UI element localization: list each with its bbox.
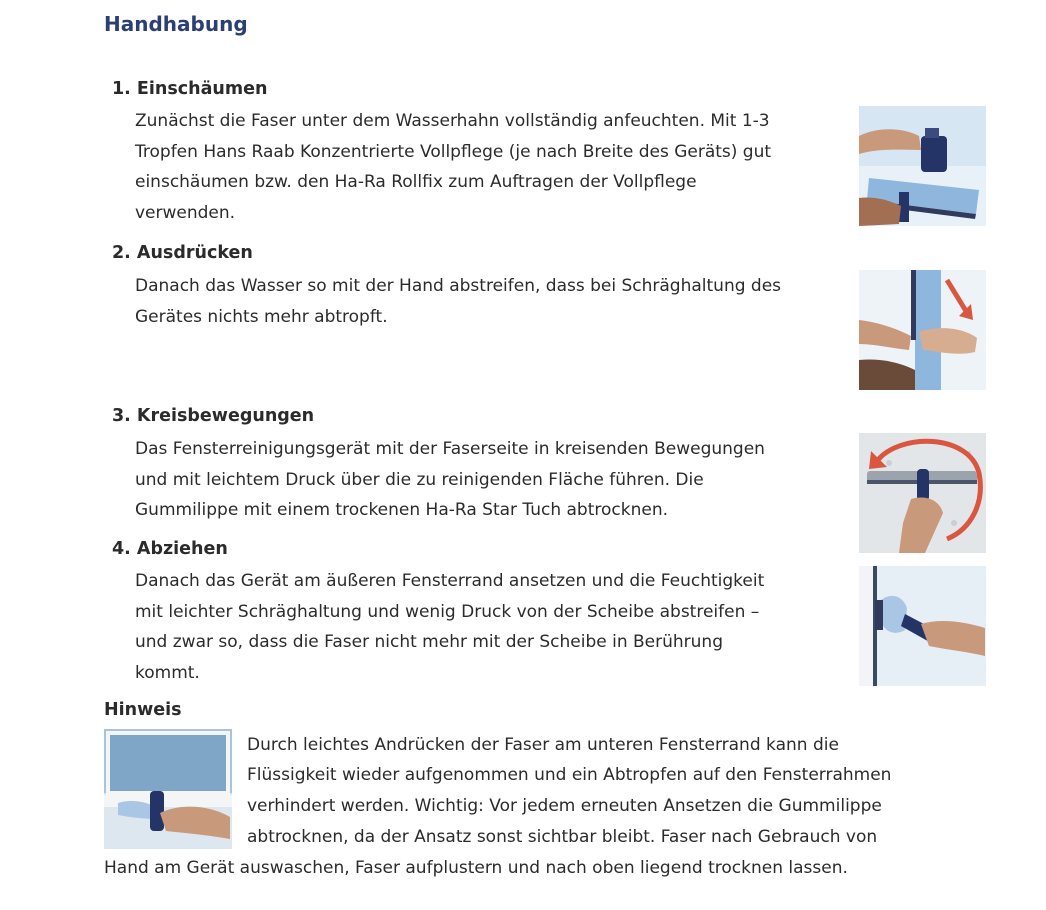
- hint-line: abtrocknen, da der Ansatz sonst sichtbar bleibt. Faser nach Gebrauch von: [247, 827, 878, 847]
- step-4-photo-squeegee: [859, 566, 986, 686]
- hint-line: verhindert werden. Wichtig: Vor jedem erneuten Ansetzen die Gummilippe: [247, 796, 882, 816]
- step-2-photo-squeezing: [859, 270, 986, 390]
- step-1-heading: [112, 79, 267, 99]
- step-3-line: Gummilippe mit einem trockenen Ha-Ra Star Tuch abtrocknen.: [135, 500, 669, 520]
- step-4-line: und zwar so, dass die Faser nicht mehr mit der Scheibe in Berührung: [135, 632, 724, 652]
- step-2-number: 2.: [112, 243, 131, 263]
- step-4-title: Abziehen: [136, 539, 228, 559]
- step-4-number: 4.: [112, 539, 131, 559]
- step-2-title: Ausdrücken: [136, 243, 253, 263]
- step-4-heading: [112, 539, 228, 559]
- step-2-heading: [112, 243, 253, 263]
- step-1-photo-foaming: [859, 106, 986, 226]
- step-3-heading: [112, 406, 314, 426]
- step-1-title: Einschäumen: [136, 79, 268, 99]
- step-1-line: verwenden.: [135, 202, 236, 223]
- step-1-line: einschäumen bzw. den Ha-Ra Rollfix zum Auftragen der Vollpflege: [135, 172, 697, 192]
- step-4-line: kommt.: [135, 662, 200, 683]
- step-3-line: Das Fensterreinigungsgerät mit der Faserseite in kreisenden Bewegungen: [135, 439, 765, 459]
- step-1-number: 1.: [112, 79, 131, 99]
- hint-line: Flüssigkeit wieder aufgenommen und ein Abtropfen auf den Fensterrahmen: [247, 765, 892, 785]
- step-4-body: [135, 566, 764, 688]
- step-1-line: Zunächst die Faser unter dem Wasserhahn vollständig anfeuchten. Mit 1-3: [135, 111, 770, 131]
- step-3-title: Kreisbewegungen: [136, 406, 315, 426]
- hint-line: Hand am Gerät auswaschen, Faser aufplustern und nach oben liegend trocknen lassen.: [104, 858, 848, 878]
- step-2-body: [135, 271, 781, 332]
- step-1-line: Tropfen Hans Raab Konzentrierte Vollpflege (je nach Breite des Geräts) gut: [135, 141, 772, 162]
- step-3-number: 3.: [112, 406, 131, 426]
- step-3-line: und mit leichtem Druck über die zu reinigenden Fläche führen. Die: [135, 469, 704, 490]
- step-2-line: Gerätes nichts mehr abtropft.: [135, 306, 388, 327]
- hint-photo-window-frame: [104, 729, 232, 849]
- step-2-line: Danach das Wasser so mit der Hand abstreifen, dass bei Schräghaltung des: [135, 276, 782, 296]
- step-4-line: Danach das Gerät am äußeren Fensterrand ansetzen und die Feuchtigkeit: [135, 571, 765, 591]
- page-title: Handhabung: [104, 12, 248, 36]
- step-3-photo-circular-motion: [859, 433, 986, 553]
- step-4-line: mit leichter Schräghaltung und wenig Druck von der Scheibe abstreifen –: [135, 601, 760, 622]
- step-1-body: [135, 106, 771, 228]
- hint-title: Hinweis: [104, 700, 182, 720]
- hint-line: Durch leichtes Andrücken der Faser am unteren Fensterrand kann die: [247, 735, 839, 755]
- step-3-body: [135, 434, 765, 526]
